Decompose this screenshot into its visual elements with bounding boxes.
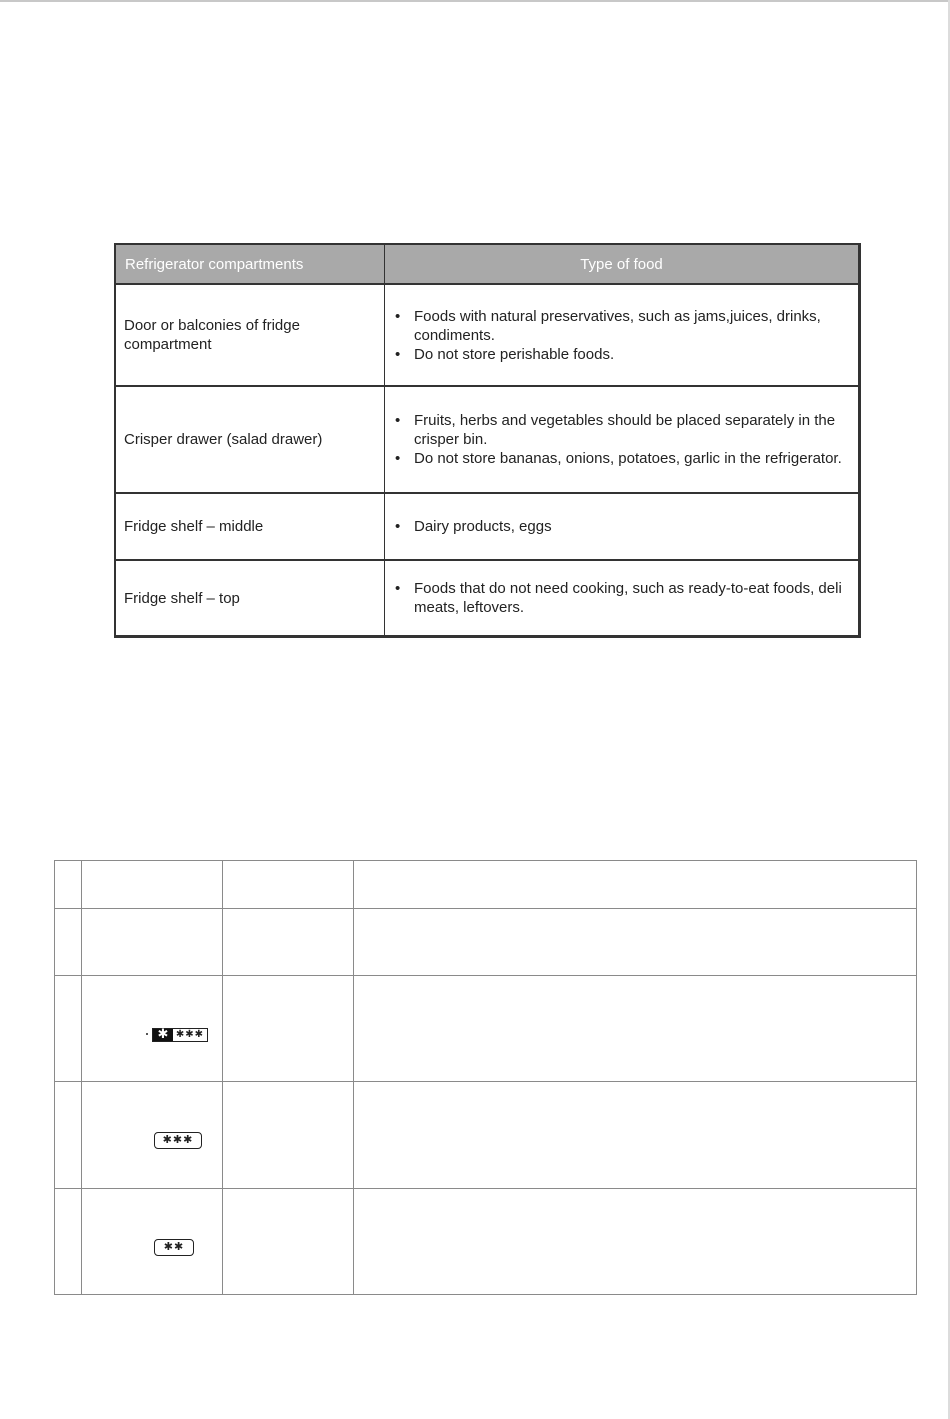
- table-cell: [82, 976, 223, 1081]
- header-type-of-food: Type of food: [580, 255, 663, 273]
- table-cell: [82, 861, 223, 908]
- star-rating-table: [54, 860, 917, 1295]
- table-cell: [354, 1082, 916, 1188]
- compartment-cell: Fridge shelf – top: [116, 561, 385, 635]
- table-row: [55, 976, 916, 1082]
- table-cell: [354, 861, 916, 908]
- food-list-item: • Do not store bananas, onions, potatoes, garlic in the refrigerator.: [395, 449, 844, 468]
- table-cell: [354, 1189, 916, 1294]
- food-list-item: • Fruits, herbs and vegetables should be placed separately in the crisper bin.: [395, 411, 844, 449]
- table-cell: [55, 909, 82, 975]
- food-storage-table: [114, 243, 861, 638]
- table-row: [116, 285, 858, 387]
- four-star-freezer-icon: [152, 1028, 208, 1042]
- compartment-cell: Door or balconies of fridge compartment: [116, 285, 385, 385]
- dot-mark: [146, 1033, 148, 1035]
- table-header: [116, 245, 858, 285]
- table-cell: [223, 976, 354, 1081]
- table-row: [55, 1189, 916, 1294]
- table-row: [116, 387, 858, 494]
- food-cell: [385, 387, 858, 492]
- food-list: [395, 411, 844, 468]
- table-cell: [223, 861, 354, 908]
- compartment-cell: Crisper drawer (salad drawer): [116, 387, 385, 492]
- table-cell: [82, 1082, 223, 1188]
- food-list: [395, 517, 552, 536]
- food-list-item: • Do not store perishable foods.: [395, 345, 844, 364]
- table-row: [55, 861, 916, 909]
- table-cell: [82, 1189, 223, 1294]
- food-list-item: • Foods that do not need cooking, such as ready-to-eat foods, deli meats, leftovers.: [395, 579, 844, 617]
- table-row: [55, 1082, 916, 1189]
- table-cell: [82, 909, 223, 975]
- table-row: [116, 494, 858, 561]
- food-list: [395, 307, 844, 364]
- food-cell: [385, 285, 858, 385]
- table-cell: [55, 976, 82, 1081]
- two-star-freezer-icon: ✱✱: [154, 1239, 194, 1256]
- food-cell: [385, 494, 858, 559]
- table-cell: [55, 861, 82, 908]
- table-cell: [354, 976, 916, 1081]
- food-cell: [385, 561, 858, 635]
- food-list: [395, 579, 844, 617]
- table-cell: [223, 1082, 354, 1188]
- table-row: [55, 909, 916, 976]
- three-star-freezer-icon: ✱✱✱: [154, 1132, 202, 1149]
- top-edge-rule: [0, 0, 950, 2]
- header-compartments: Refrigerator compartments: [116, 245, 385, 283]
- food-list-item: • Dairy products, eggs: [395, 517, 552, 536]
- table-row: [116, 561, 858, 635]
- food-list-item: • Foods with natural preservatives, such as jams,juices, drinks, condiments.: [395, 307, 844, 345]
- table-cell: [55, 1082, 82, 1188]
- star-block: ✱: [153, 1029, 173, 1041]
- table-cell: [223, 1189, 354, 1294]
- compartment-cell: Fridge shelf – middle: [116, 494, 385, 559]
- star-rest: ✱✱✱: [175, 1029, 205, 1040]
- table-cell: [354, 909, 916, 975]
- table-cell: [223, 909, 354, 975]
- table-cell: [55, 1189, 82, 1294]
